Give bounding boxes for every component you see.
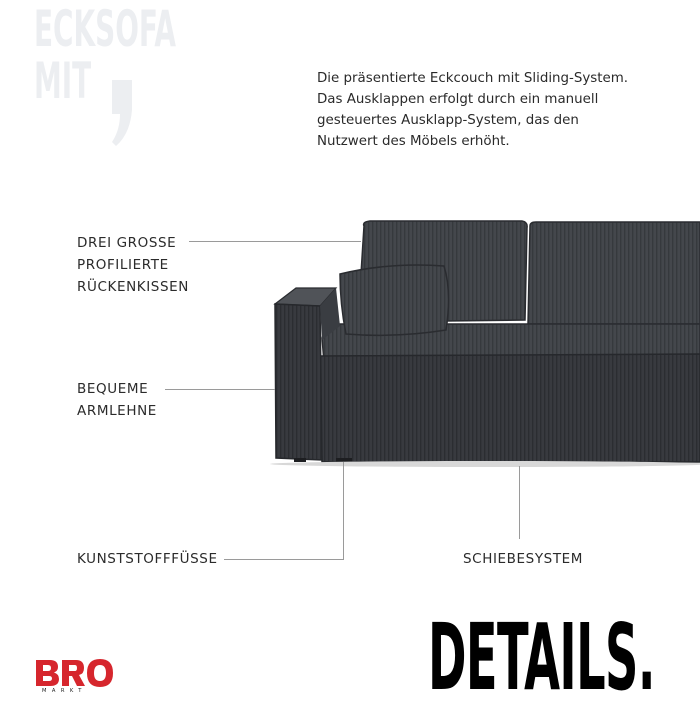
- leader-line-feet-vertical: [343, 462, 344, 560]
- feature-label-line: RÜCKENKISSEN: [77, 279, 189, 295]
- leader-line-feet-horizontal: [224, 559, 344, 560]
- logo-sub-text: MARKT: [42, 688, 87, 692]
- description-line: gesteuertes Ausklapp-System, das den: [317, 113, 579, 128]
- leader-line-armrest: [165, 389, 275, 390]
- leader-line-cushions: [189, 241, 361, 242]
- feature-label-line: ARMLEHNE: [77, 403, 157, 419]
- description-line: Das Ausklappen erfolgt durch ein manuell: [317, 92, 599, 107]
- feature-label-line: DREI GROSSE: [77, 235, 177, 251]
- watermark-line2: MIT: [34, 52, 92, 110]
- details-heading-text: DETAILS.: [428, 612, 655, 702]
- description-line: Nutzwert des Möbels erhöht.: [317, 134, 510, 149]
- bro-markt-logo: [34, 658, 116, 692]
- feature-label-cushions: [77, 232, 189, 298]
- feature-label-line: BEQUEME: [77, 381, 149, 397]
- feature-label-slide: [463, 548, 583, 570]
- details-heading: [428, 612, 688, 702]
- feature-label-armrest: [77, 378, 157, 422]
- feature-label-line: KUNSTSTOFFFÜSSE: [77, 551, 218, 567]
- feature-label-feet: [77, 548, 218, 570]
- watermark-line1: ECKSOFA: [34, 0, 177, 58]
- leader-line-slide: [519, 466, 520, 539]
- feature-label-line: SCHIEBESYSTEM: [463, 551, 584, 567]
- feature-label-line: PROFILIERTE: [77, 257, 169, 273]
- description-line: Die präsentierte Eckcouch mit Sliding-System.: [317, 71, 629, 86]
